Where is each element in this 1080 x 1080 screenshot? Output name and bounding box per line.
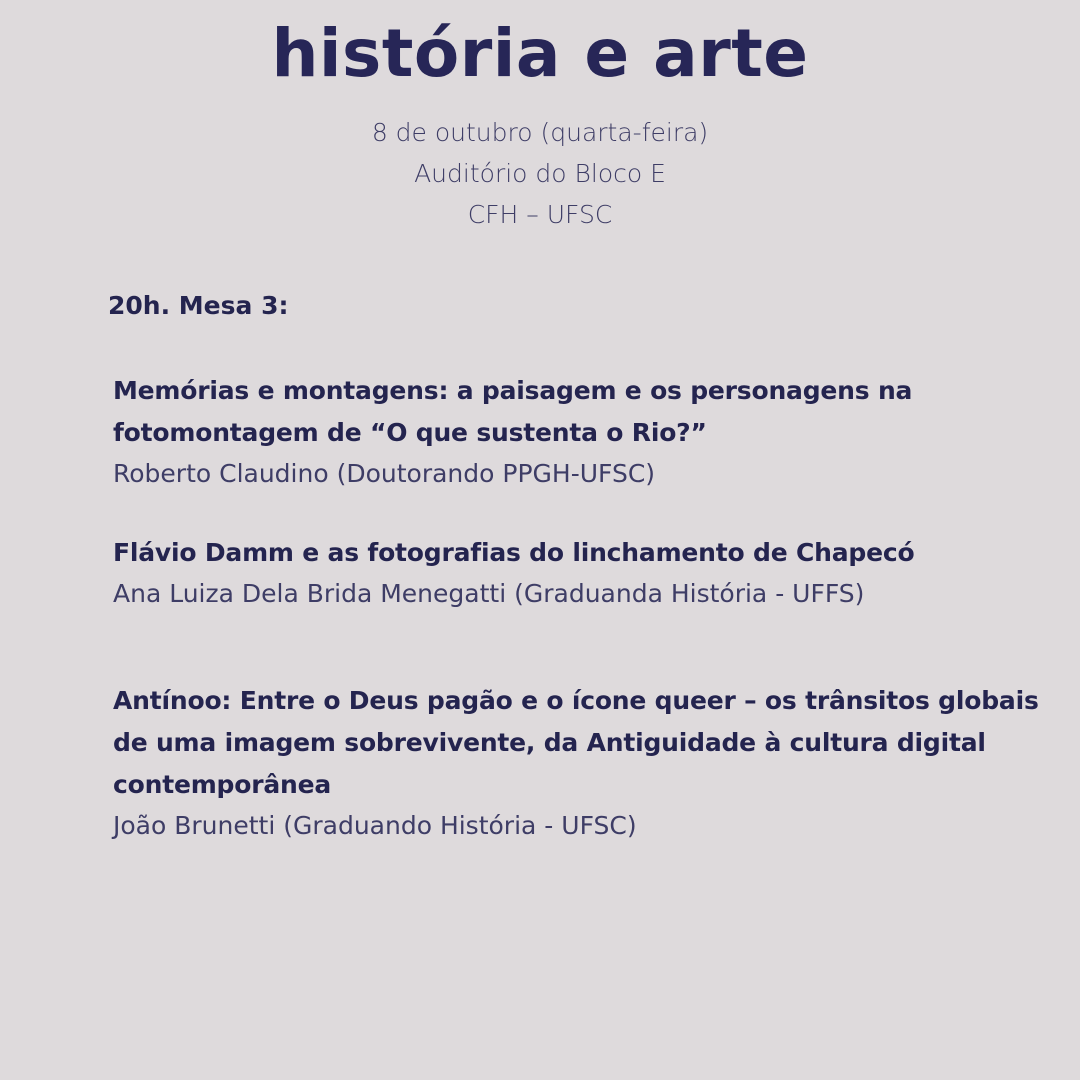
talk-title: [113, 680, 1039, 806]
talk-author: João Brunetti (Graduando História - UFSC): [113, 811, 637, 840]
talk-item: [113, 370, 1023, 494]
talk-title-line: Flávio Damm e as fotografias do linchamento de Chapecó: [113, 538, 915, 567]
talk-item: [113, 532, 1023, 614]
event-institution: CFH – UFSC: [467, 200, 613, 229]
session-heading: 20h. Mesa 3:: [108, 291, 289, 320]
talk-title-line: Memórias e montagens: a paisagem e os personagens na: [113, 376, 913, 405]
talk-title-line: fotomontagem de “O que sustenta o Rio?”: [113, 418, 707, 447]
talk-title: [113, 370, 1023, 454]
talk-title: [113, 532, 1023, 574]
talk-title-line: Antínoo: Entre o Deus pagão e o ícone queer – os trânsitos globais: [113, 686, 1039, 715]
page-title: história e arte: [271, 15, 809, 92]
event-date: 8 de outubro (quarta-feira): [371, 118, 709, 147]
talk-title-line: de uma imagem sobrevivente, da Antiguidade à cultura digital: [113, 728, 986, 757]
event-info: [0, 112, 1080, 235]
talk-author: Roberto Claudino (Doutorando PPGH-UFSC): [113, 459, 656, 488]
talk-title-line: contemporânea: [113, 770, 332, 799]
talk-item: [113, 680, 1039, 846]
talk-author: Ana Luiza Dela Brida Menegatti (Graduanda História - UFFS): [113, 579, 865, 608]
event-venue: Auditório do Bloco E: [414, 159, 666, 188]
